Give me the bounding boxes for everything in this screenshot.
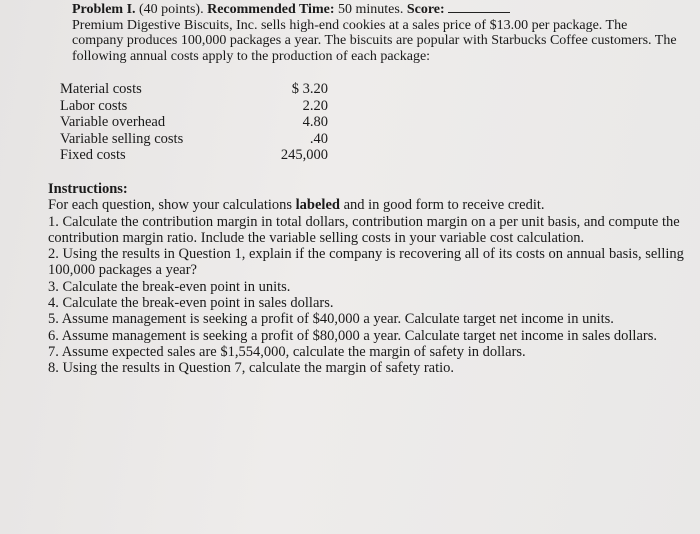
cost-label: Variable selling costs <box>60 130 184 147</box>
instructions-title: Instructions: <box>48 181 128 197</box>
time-value: 50 minutes. <box>338 2 404 17</box>
time-label: Recommended Time: <box>207 2 335 17</box>
question-item: 8. Using the results in Question 7, calculate the margin of safety ratio. <box>48 360 455 377</box>
cost-value: 4.80 <box>302 114 328 131</box>
question-item: 7. Assume expected sales are $1,554,000, calculate the margin of safety in dollars. <box>48 343 526 360</box>
problem-title-line <box>72 2 682 18</box>
question-item: 3. Calculate the break-even point in units. <box>48 278 291 295</box>
instructions-lead <box>48 197 693 213</box>
problem-points: (40 points). <box>139 2 204 17</box>
cost-label: Fixed costs <box>60 147 126 164</box>
score-label: Score: <box>406 2 445 17</box>
question-item: 1. Calculate the contribution margin in total dollars, contribution margin on a per unit basis, and compute the contribution margin ratio. Include the variable selling costs in your variable cost calculation. <box>48 213 680 246</box>
question-item: 5. Assume management is seeking a profit of $40,000 a year. Calculate target net income in units. <box>48 311 614 328</box>
lead-text-end: and in good form to receive credit. <box>339 197 545 214</box>
cost-row <box>60 98 328 115</box>
cost-row <box>60 81 328 98</box>
problem-header <box>72 2 682 64</box>
instructions-section <box>48 181 693 377</box>
question-item: 2. Using the results in Question 1, explain if the company is recovering all of its costs on annual basis, selling 100,000 packages a year? <box>48 246 684 279</box>
problem-label: Problem I. <box>72 2 136 17</box>
cost-label: Variable overhead <box>60 114 166 131</box>
cost-row <box>60 131 328 148</box>
problem-intro: Premium Digestive Biscuits, Inc. sells high-end cookies at a sales price of $13.00 per package. The company produces 100,000 packages a year. The biscuits are popular with Starbucks Coffee customers. The following annual costs apply to the production of each package: <box>72 17 677 64</box>
cost-value: $ 3.20 <box>291 81 328 97</box>
score-blank <box>448 2 510 13</box>
question-item: 4. Calculate the break-even point in sales dollars. <box>48 295 334 312</box>
lead-bold-text: labeled <box>295 197 340 214</box>
question-item: 6. Assume management is seeking a profit of $80,000 a year. Calculate target net income in sales dollars. <box>48 327 657 344</box>
cost-value: .40 <box>309 130 328 147</box>
cost-label: Labor costs <box>60 97 128 114</box>
cost-value: 2.20 <box>302 97 328 114</box>
cost-table <box>60 81 328 164</box>
cost-row <box>60 147 328 164</box>
cost-value: 245,000 <box>280 147 328 164</box>
cost-label: Material costs <box>60 81 142 97</box>
question-list <box>48 214 693 377</box>
cost-row <box>60 114 328 131</box>
lead-text: For each question, show your calculations <box>48 197 296 214</box>
